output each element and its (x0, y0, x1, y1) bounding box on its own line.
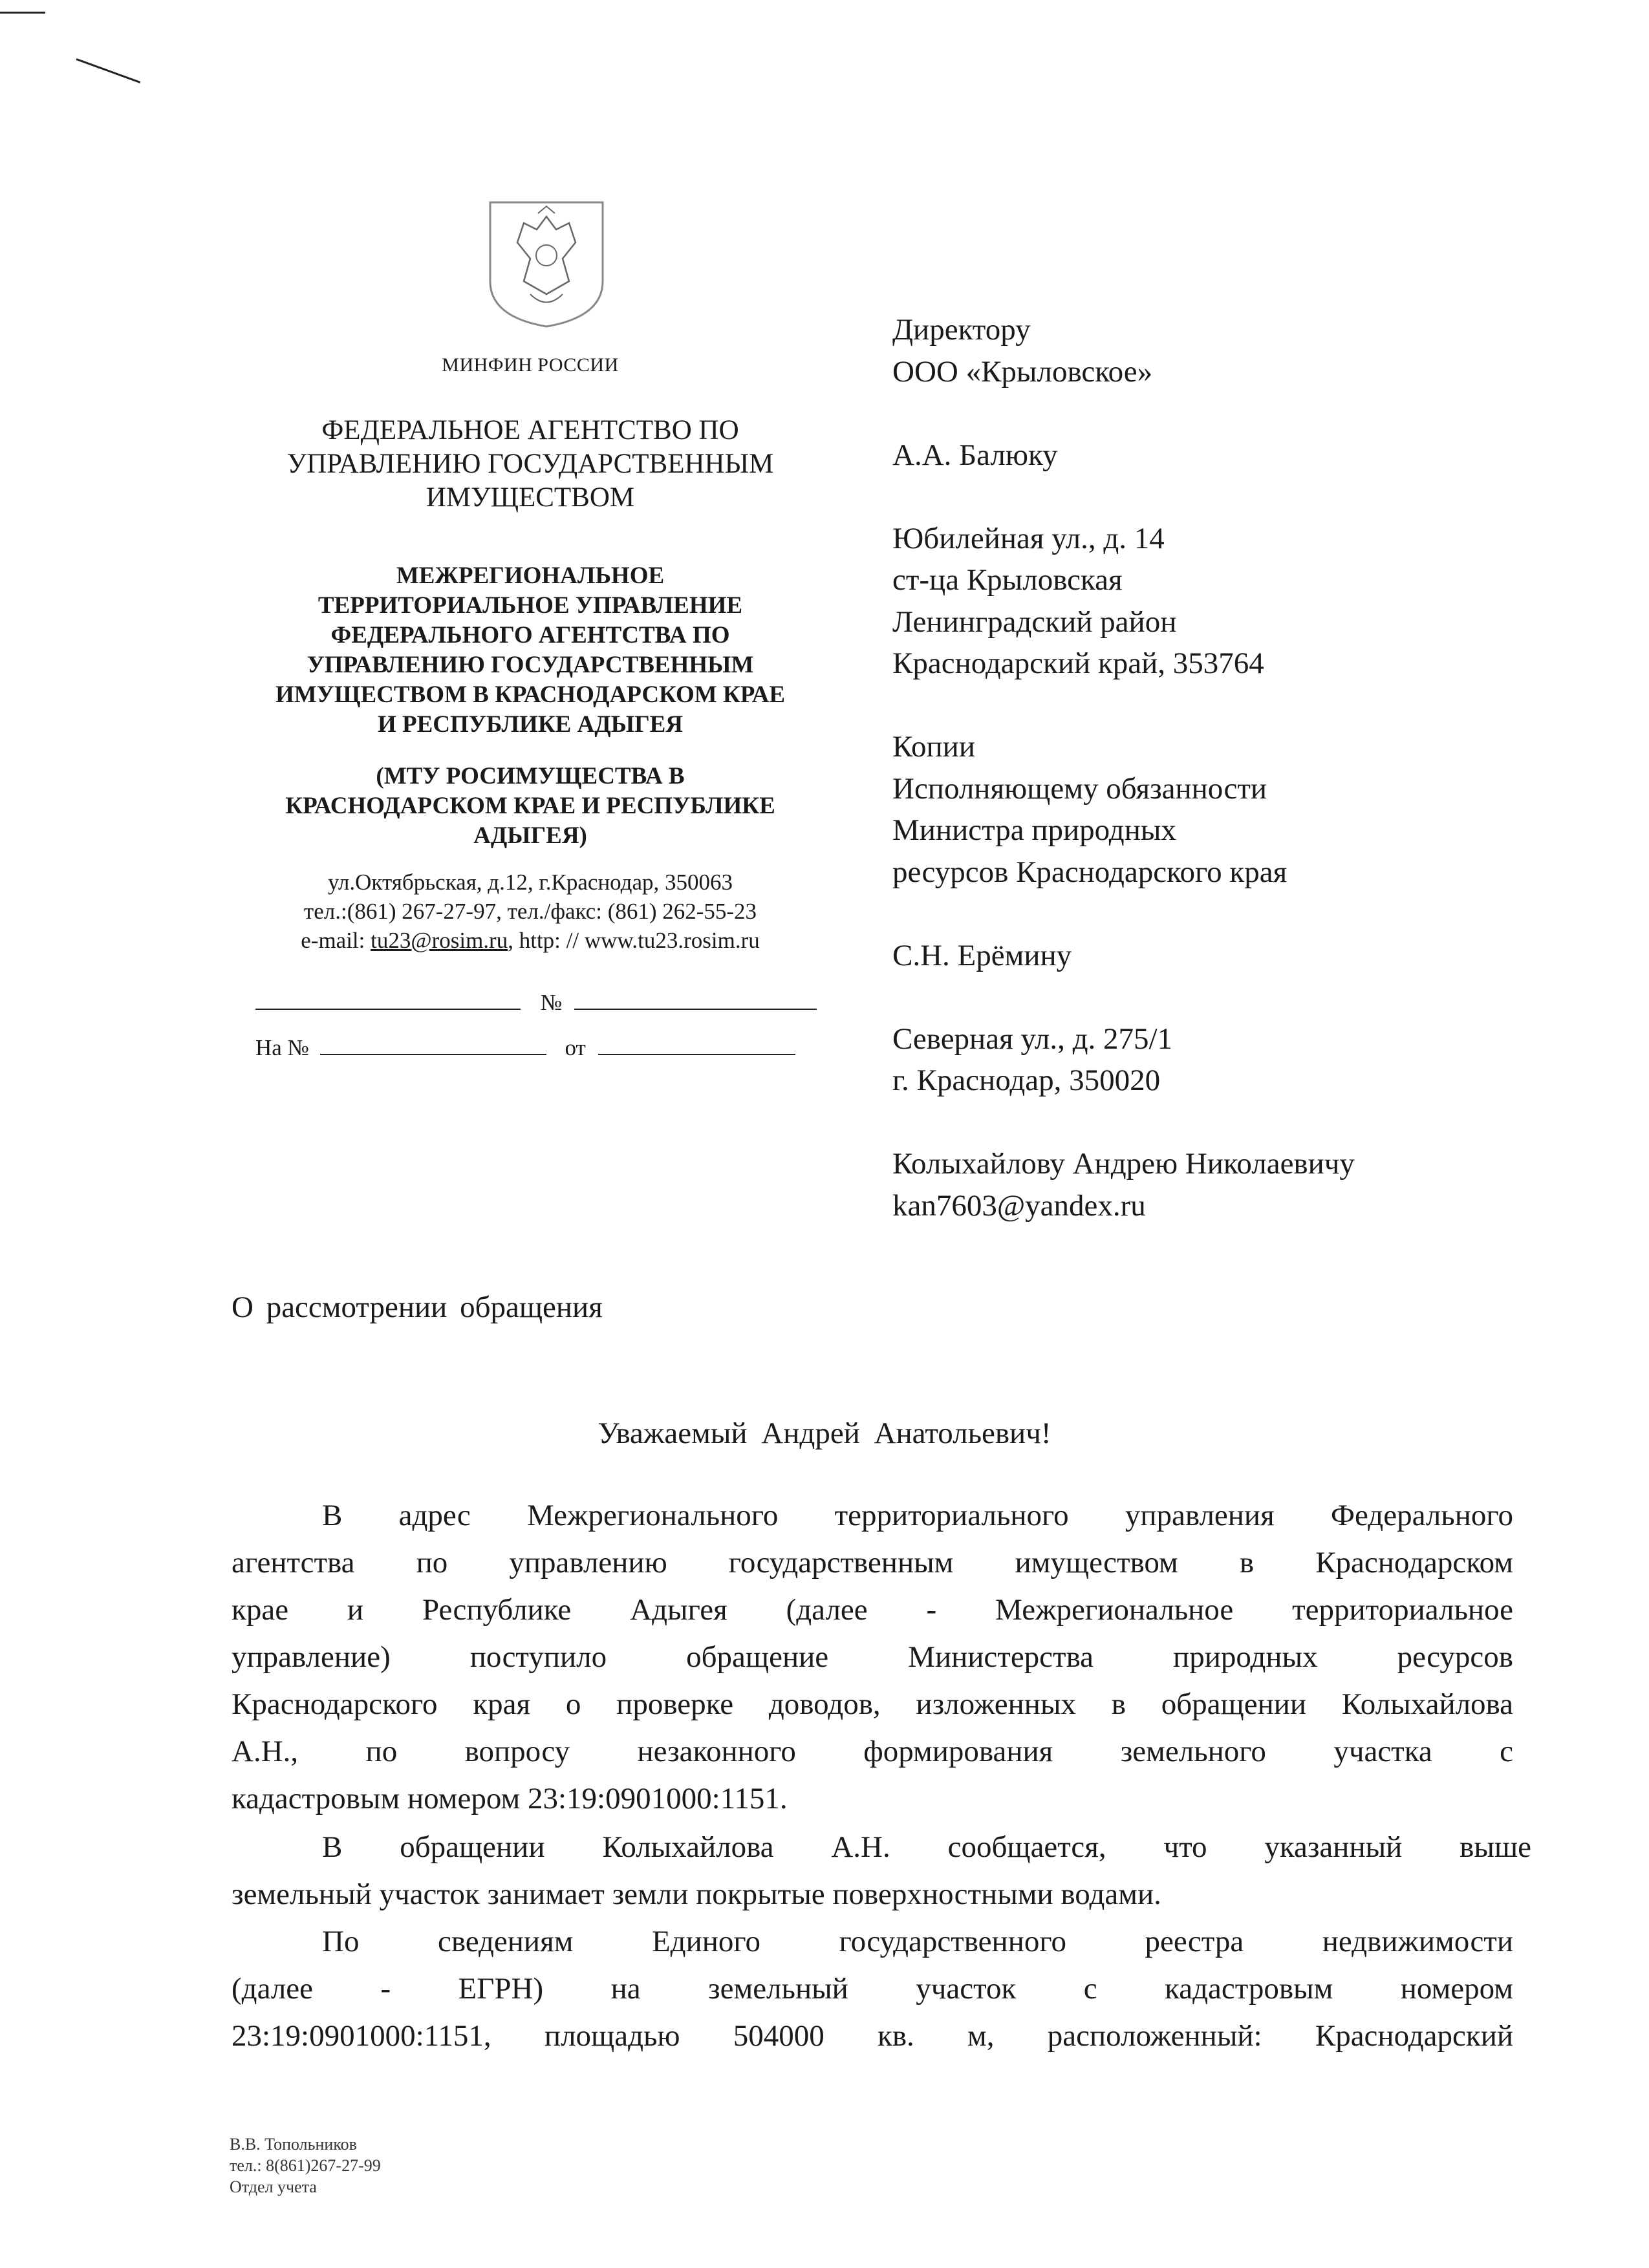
body-line: 23:19:0901000:1151, площадью 504000 кв. м, расположенный: Краснодарский (232, 2019, 1513, 2053)
recipient-spacer (892, 392, 1539, 434)
mtu-line: ТЕРРИТОРИАЛЬНОЕ УПРАВЛЕНИЕ (318, 592, 743, 619)
executor-name: В.В. Топольников (230, 2135, 357, 2154)
executor-info (230, 2134, 381, 2198)
recipient-line: С.Н. Ерёмину (892, 938, 1072, 972)
body-line: Краснодарского края о проверке доводов, изложенных в обращении Колыхайлова (232, 1687, 1513, 1721)
reference-prefix: На № (255, 1035, 309, 1060)
mtu-short-line: АДЫГЕЯ) (473, 822, 587, 849)
recipient-line: Северная ул., д. 275/1 (892, 1022, 1173, 1056)
recipient-spacer (892, 476, 1539, 518)
registration-number-line (255, 989, 817, 1016)
recipient-line: А.А. Балюку (892, 438, 1058, 472)
recipient-spacer (892, 1102, 1539, 1144)
scan-mark-diagonal (76, 58, 140, 83)
sender-contacts (233, 868, 828, 955)
recipient-line: Министра природных (892, 813, 1176, 847)
recipient-line: Копии (892, 730, 975, 764)
number-blank (574, 989, 817, 1010)
mtu-line: ИМУЩЕСТВОМ В КРАСНОДАРСКОМ КРАЕ (275, 681, 786, 708)
reference-number-blank (320, 1034, 546, 1055)
body-line: управление) поступило обращение Министерства природных ресурсов (232, 1640, 1513, 1674)
recipient-line: Колыхайлову Андрею Николаевичу (892, 1147, 1355, 1181)
sender-web (233, 926, 828, 955)
ministry-name: МИНФИН РОССИИ (442, 354, 619, 376)
body-line: В обращении Колыхайлова А.Н. сообщается, что указанный выше (322, 1830, 1531, 1864)
recipient-spacer (892, 976, 1539, 1018)
body-line: агентства по управлению государственным имуществом в Краснодарском (232, 1546, 1513, 1579)
mtu-line: И РЕСПУБЛИКЕ АДЫГЕЯ (377, 711, 684, 738)
mtu-short-name (233, 762, 828, 851)
recipient-line: ресурсов Краснодарского края (892, 855, 1288, 889)
recipient-line: kan7603@yandex.ru (892, 1188, 1146, 1223)
recipient-line: Юбилейная ул., д. 14 (892, 521, 1165, 555)
recipient-line: Краснодарский край, 353764 (892, 647, 1264, 680)
recipient-line: ООО «Крыловское» (892, 354, 1153, 389)
body-line: земельный участок занимает земли покрытые поверхностными водами. (232, 1878, 1161, 1911)
date-blank (255, 989, 521, 1010)
recipient-block (892, 309, 1539, 1226)
mtu-line: МЕЖРЕГИОНАЛЬНОЕ (396, 562, 665, 589)
sender-website: , http: // www.tu23.rosim.ru (508, 928, 760, 953)
email-label: e-mail: (301, 928, 371, 953)
executor-phone: тел.: 8(861)267-27-99 (230, 2156, 381, 2175)
salutation: Уважаемый Андрей Анатольевич! (598, 1417, 1051, 1450)
agency-line: ИМУЩЕСТВОМ (426, 482, 635, 513)
agency-name (233, 414, 828, 515)
coat-of-arms-icon (485, 197, 608, 330)
body-line: По сведениям Единого государственного реестра недвижимости (322, 1925, 1513, 1958)
body-line: (далее - ЕГРН) на земельный участок с кадастровым номером (232, 1972, 1513, 2006)
mtu-short-line: КРАСНОДАРСКОМ КРАЕ И РЕСПУБЛИКЕ (285, 793, 775, 819)
sender-email-link[interactable]: tu23@rosim.ru (371, 928, 508, 953)
sender-phones: тел.:(861) 267-27-97, тел./факс: (861) 262-55-23 (303, 899, 757, 924)
body-line: кадастровым номером 23:19:0901000:1151. (232, 1782, 788, 1815)
mtu-line: ФЕДЕРАЛЬНОГО АГЕНТСТВА ПО (330, 622, 730, 648)
number-sign: № (540, 990, 563, 1015)
reference-from: от (565, 1035, 586, 1060)
executor-department: Отдел учета (230, 2177, 317, 2196)
reference-line (255, 1034, 795, 1061)
recipient-line: Исполняющему обязанности (892, 771, 1267, 806)
sender-address: ул.Октябрьская, д.12, г.Краснодар, 350063 (327, 870, 733, 895)
recipient-line: Ленинградский район (892, 604, 1177, 639)
recipient-line: Директору (892, 313, 1031, 347)
body-line: крае и Республике Адыгея (далее - Межрегиональное территориальное (232, 1593, 1513, 1627)
recipient-line: г. Краснодар, 350020 (892, 1064, 1161, 1097)
reference-date-blank (598, 1034, 795, 1055)
scan-mark-top (0, 12, 45, 14)
recipient-spacer (892, 685, 1539, 727)
letter-subject: О рассмотрении обращения (232, 1290, 603, 1324)
body-line: А.Н., по вопросу незаконного формирования земельного участка с (232, 1735, 1513, 1768)
mtu-short-line: (МТУ РОСИМУЩЕСТВА В (376, 763, 685, 789)
mtu-line: УПРАВЛЕНИЮ ГОСУДАРСТВЕННЫМ (307, 652, 754, 678)
body-line: В адрес Межрегионального территориального управления Федерального (322, 1499, 1513, 1532)
recipient-line: ст-ца Крыловская (892, 563, 1123, 597)
agency-line: УПРАВЛЕНИЮ ГОСУДАРСТВЕННЫМ (286, 449, 774, 479)
recipient-spacer (892, 893, 1539, 935)
agency-line: ФЕДЕРАЛЬНОЕ АГЕНТСТВО ПО (321, 415, 739, 445)
mtu-full-name (233, 561, 828, 740)
